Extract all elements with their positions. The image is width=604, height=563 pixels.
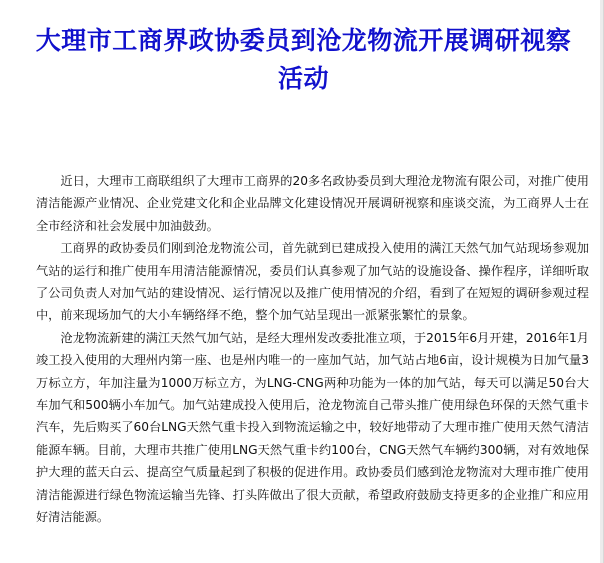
- scrollbar-edge[interactable]: [600, 0, 603, 563]
- article-title: 大理市工商界政协委员到沧龙物流开展调研视察活动: [35, 26, 572, 93]
- article-paragraph-1: 近日，大理市工商联组织了大理市工商界的20多名政协委员到大理沧龙物流有限公司，对推广使用清洁能源产业情况、企业党建文化和企业品牌文化建设情况开展调研视察和座谈交流，为工商界人士在全市经济和社会发展中加油鼓劲。: [36, 174, 589, 233]
- article-body: [36, 170, 589, 529]
- article-paragraph-2: 工商界的政协委员们刚到沧龙物流公司，首先就到已建成投入使用的满江天然气加气站现场参观加气站的运行和推广使用车用清洁能源情况，委员们认真参观了加气站的设施设备、操作程序，详细听取了公司负责人对加气站的建设情况、运行情况以及推广使用情况的介绍，看到了在短短的调研参观过程中，前来现场加气的大小车辆络绎不绝，整个加气站呈现出一派紧张繁忙的景象。: [36, 241, 589, 323]
- article-paragraph-3: 沧龙物流新建的满江天然气加气站，是经大理州发改委批准立项，于2015年6月开建，2016年1月竣工投入使用的大理州内第一座、也是州内唯一的一座加气站，加气站占地6亩，设计规模为日加气量3万标立方，年加注量为1000万标立方，为LNG-CNG两种功能为一体的加气站，每天可以满足50台大车加气和500辆小车加气。加气站建成投入使用后，沧龙物流自己带头推广使用绿色环保的天然气重卡汽车，先后购买了60台LNG天然气重卡投入到物流运输之中，较好地带动了大理市推广使用天然气清洁能源车辆。目前，大理市共推广使用LNG天然气重卡约100台，CNG天然气车辆约300辆，对有效地保护大理的蓝天白云、提高空气质量起到了积极的促进作用。政协委员们感到沧龙物流对大理市推广使用清洁能源进行绿色物流运输当先锋、打头阵做出了很大贡献，希望政府鼓励支持更多的企业推广和应用好清洁能源。: [36, 330, 589, 525]
